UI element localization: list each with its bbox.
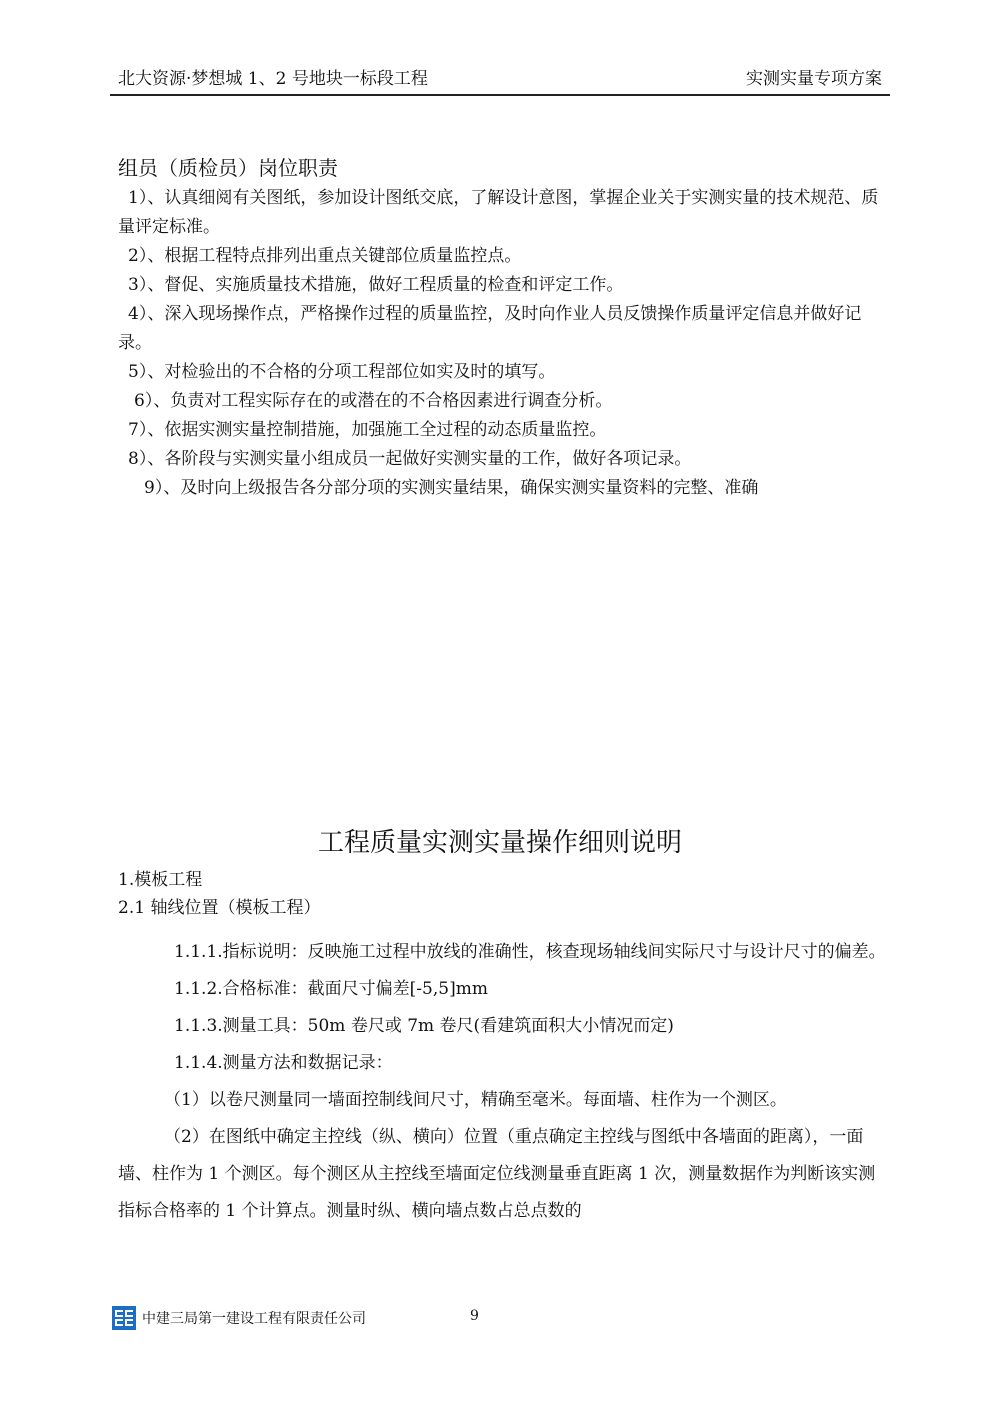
document-title: 工程质量实测实量操作细则说明 [317,828,682,858]
header-doc-name: 实测实量专项方案 [746,69,882,89]
duty-item: 1）、认真细阅有关图纸，参加设计图纸交底，了解设计意图，掌握企业关于实测实量的技术规范、质量评定标准。 [118,188,879,237]
method-step: （1）以卷尺测量同一墙面控制线间尺寸，精确至毫米。每面墙、柱作为一个测区。 [164,1090,787,1110]
page-footer [112,1306,612,1332]
duty-item: 7）、依据实测实量控制措施，加强施工全过程的动态质量监控。 [128,420,607,440]
method-heading: 1.1.4.测量方法和数据记录： [174,1053,393,1073]
details-section [118,866,890,1230]
duty-item: 9）、及时向上级报告各分部分项的实测实量结果，确保实测实量资料的完整、准确 [144,478,759,498]
duty-item: 5）、对检验出的不合格的分项工程部位如实及时的填写。 [128,362,556,382]
heading-axis-position: 2.1 轴线位置（模板工程） [118,898,321,918]
duties-section [118,152,888,503]
method-step: （2）在图纸中确定主控线（纵、横向）位置（重点确定主控线与图纸中各墙面的距离），一面墙、柱作为 1 个测区。每个测区从主控线至墙面定位线测量垂直距离 1 次，测量数据作为判断该实测指标合格率的 1 个计算点。测量时纵、横向墙点数占总点数的 [118,1127,876,1221]
header-project-name: 北大资源·梦想城 1、2 号地块一标段工程 [118,69,428,89]
measuring-tool: 1.1.3.测量工具：50m 卷尺或 7m 卷尺(看建筑面积大小情况而定) [174,1016,674,1036]
qualification-standard: 1.1.2.合格标准：截面尺寸偏差[-5,5]mm [174,979,488,999]
duties-title: 组员（质检员）岗位职责 [118,156,338,180]
duty-item: 8）、各阶段与实测实量小组成员一起做好实测实量的工作，做好各项记录。 [128,449,692,469]
duty-item: 2）、根据工程特点排列出重点关键部位质量监控点。 [128,246,522,266]
duty-item: 4）、深入现场操作点，严格操作过程的质量监控，及时向作业人员反馈操作质量评定信息并做好记录。 [118,304,862,353]
company-logo-icon [112,1306,136,1330]
duty-item: 6）、负责对工程实际存在的或潜在的不合格因素进行调查分析。 [134,391,613,411]
duty-item: 3）、督促、实施质量技术措施，做好工程质量的检查和评定工作。 [128,275,624,295]
page-number: 9 [470,1308,479,1324]
header-divider [110,94,890,96]
company-name: 中建三局第一建设工程有限责任公司 [142,1311,366,1327]
indicator-description: 1.1.1.指标说明：反映施工过程中放线的准确性，核查现场轴线间实际尺寸与设计尺寸的偏差。 [174,942,886,962]
heading-formwork: 1.模板工程 [118,870,203,890]
